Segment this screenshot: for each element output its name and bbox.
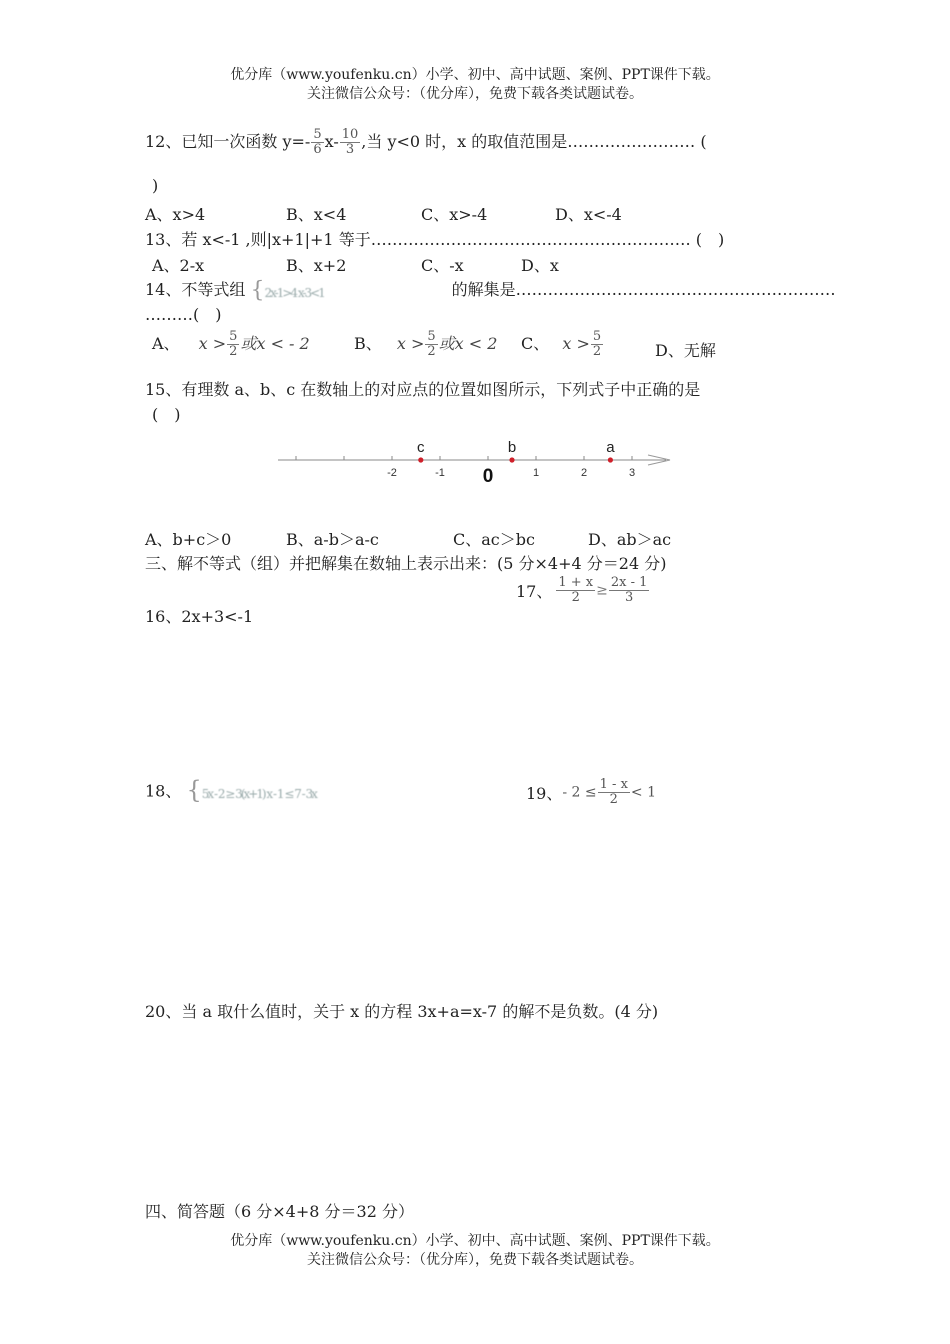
q15-option-c: C、ac＞bc [453,530,535,549]
q13-option-d: D、x [521,256,559,275]
tick-label: 0 [482,466,494,487]
question-19: 19、- 2 ≤ $\frac{1 - x}{2}$ < 1 [526,777,657,807]
q15-option-a: A、b+c＞0 [145,530,232,549]
question-20: 20、当 a 取什么值时，关于 x 的方程 3x+a=x-7 的解不是负数。(4 分) [145,1002,659,1021]
q14-option-d: D、无解 [655,341,716,360]
question-18: 18、 {5x - 2 ≥ 3(x+1) x - 1 ≤ 7 - 3x [145,776,356,804]
question-12-stem: 12、已知一次函数 y=- $\frac{5}{6}$ x- $\frac{10}{3}$ ,当 y<0 时，x 的取值范围是…………………… ( [145,127,707,157]
tick-label: 1 [532,467,540,479]
section-3-title: 三、解不等式（组）并把解集在数轴上表示出来：(5 分×4+4 分＝24 分) [145,554,667,573]
q14-option-a: A、 x > $\frac{5}{2}$ 或x < - 2 [152,329,310,359]
q12-option-a: A、x>4 [145,205,206,224]
tick-label: 3 [628,467,636,479]
q15-option-d: D、ab＞ac [588,530,672,549]
q15-option-b: B、a-b＞a-c [286,530,379,549]
question-16: 16、2x+3<-1 [145,607,254,626]
question-15-stem: 15、有理数 a、b、c 在数轴上的对应点的位置如图所示，下列式子中正确的是 [145,380,701,399]
footer-line-2: 关注微信公众号：（优分库），免费下载各类试题试卷。 [307,1252,643,1268]
q14-option-c: C、 x > $\frac{5}{2}$ [521,329,602,359]
header-line-2: 关注微信公众号：（优分库），免费下载各类试题试卷。 [307,86,643,102]
question-17: 17、 $\frac{1 + x}{2}$ ≥ $\frac{2x - 1}{3}$ [516,575,648,605]
q14-option-b: B、 x > $\frac{5}{2}$ 或x < 2 [354,329,498,359]
footer-line-1: 优分库（www.youfenku.cn）小学、初中、高中试题、案例、PPT课件下载。 [230,1233,720,1249]
q13-option-a: A、2-x [152,256,205,275]
section-4-title: 四、简答题（6 分×4+8 分＝32 分） [145,1202,414,1221]
fraction-10-3: $\frac{10}{3}$ [341,127,359,157]
question-13-stem: 13、若 x<-1 ,则|x+1|+1 等于…………………………………………………… ( ) [145,230,725,249]
point-label-c: c [417,439,425,456]
point-label-b: b [507,439,517,456]
inequality-system-image: {2x-1>4 x-3<1 [250,278,324,303]
point-a [608,457,613,462]
header-line-1: 优分库（www.youfenku.cn）小学、初中、高中试题、案例、PPT课件下载。 [230,67,720,83]
inequality-system-image: {5x - 2 ≥ 3(x+1) x - 1 ≤ 7 - 3x [186,776,316,804]
fraction-5-6: $\frac{5}{6}$ [313,127,322,157]
point-label-a: a [606,439,615,456]
tick-label: 2 [580,467,588,479]
tick-label: -1 [435,467,445,479]
question-12-close-paren: ) [152,176,159,195]
number-line [270,430,690,492]
tick-label: -2 [387,467,397,479]
q13-option-b: B、x+2 [286,256,347,275]
question-15-paren: ( ) [152,405,181,424]
q12-option-c: C、x>-4 [421,205,488,224]
q12-option-b: B、x<4 [286,205,347,224]
question-14-stem: 14、不等式组 {2x-1>4 x-3<1 的解集是…………………………………………………… [145,278,836,303]
question-14-line-2: ………( ) [145,305,222,324]
point-c [418,457,423,462]
point-b [509,457,514,462]
q13-option-c: C、-x [421,256,464,275]
q12-option-d: D、x<-4 [555,205,622,224]
